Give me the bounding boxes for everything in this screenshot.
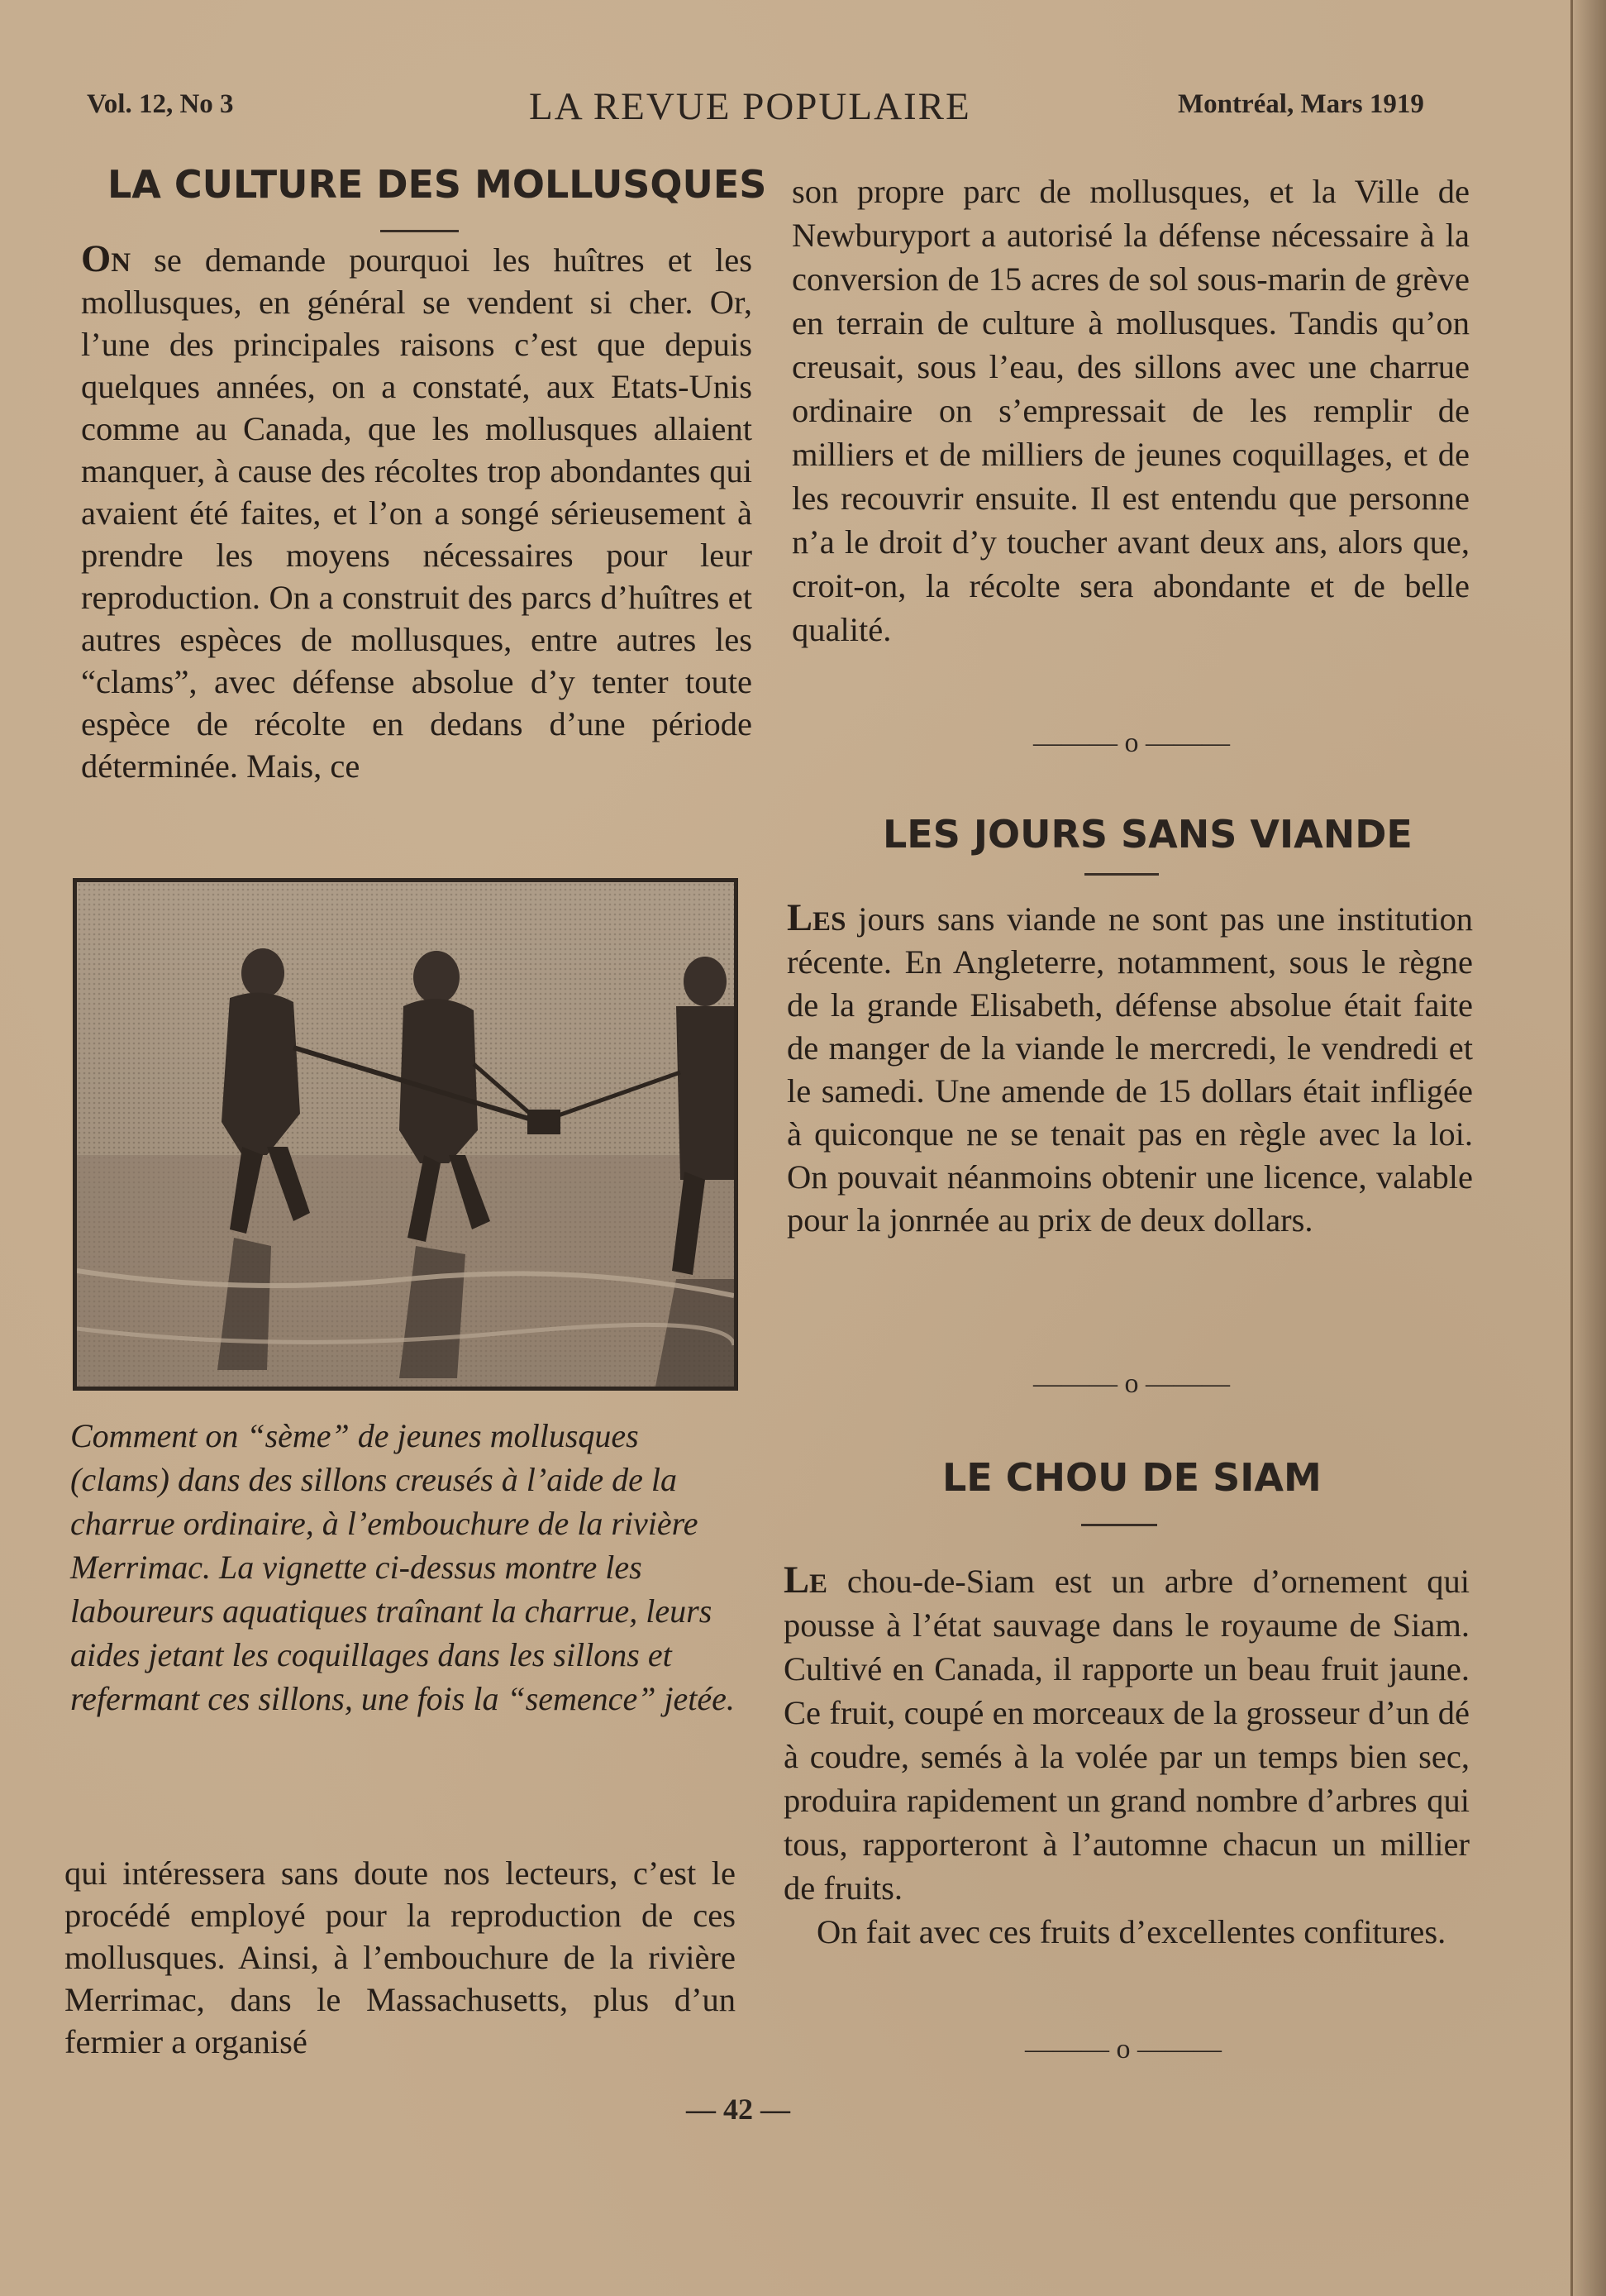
headline-rule <box>380 230 459 232</box>
dropcap: Les <box>787 897 846 939</box>
illustration-caption: Comment on “sème” de jeunes mollusques (clams) dans des sillons creusés à l’aide de la charrue ordinaire, à l’embouchure de la rivière Merrimac. La vignette ci-dessus montre les laboureurs aquatiques traînant la charrue, leurs aides jetant les coquillages dans les sillons et refermant ces sillons, une fois la “semence” jetée. <box>70 1417 735 1717</box>
issue-place-date: Montréal, Mars 1919 <box>1178 89 1424 119</box>
page-number: — 42 — <box>686 2093 790 2126</box>
illustration-clam-plowing <box>73 878 738 1391</box>
article-text: chou-de-Siam est un arbre d’ornement qui pousse à l’état sauvage dans le royaume de Siam. Cultivé en Canada, il rapporte un beau fruit jaune. Ce fruit, coupé en morceaux de la grosseur d’un dé à coudre, semés à la volée par un temps bien sec, produira rapidement un grand nombre d’arbres qui tous, rapporteront à l’automne chacun un millier de fruits. <box>784 1563 1470 1907</box>
article-body-jours-sans-viande <box>787 897 1473 1242</box>
article-body-mollusques-cont <box>64 1852 736 2063</box>
article-headline-jours-sans-viande: LES JOURS SANS VIANDE <box>883 812 1413 857</box>
headline-rule <box>1081 1524 1157 1526</box>
headline-rule <box>1084 873 1159 876</box>
halftone-photo <box>77 882 734 1387</box>
article-body-mollusques-col2 <box>792 169 1470 652</box>
article-body-chou-de-siam <box>784 1559 1470 1954</box>
article-headline-chou-de-siam: LE CHOU DE SIAM <box>942 1455 1322 1500</box>
article-headline-mollusques: LA CULTURE DES MOLLUSQUES <box>107 162 767 207</box>
dropcap: On <box>81 238 131 280</box>
article-text-2: On fait avec ces fruits d’excellentes confitures. <box>817 1913 1446 1950</box>
article-text-cont: qui intéressera sans doute nos lecteurs, c’est le procédé employé pour la reproduction de ces mollusques. Ainsi, à l’embouchure de la rivière Merrimac, dans le Massachusetts, plus d’un fermier a organisé <box>64 1854 736 2060</box>
article-text-col2: son propre parc de mollusques, et la Ville de Newburyport a autorisé la défense nécessaire à la conversion de 15 acres de sol sous-marin de grève en terrain de culture à mollusques. Tandis qu’on creusait, sous l’eau, des sillons avec une charrue ordinaire on s’empressait de les remplir de milliers et de milliers de jeunes coquillages, et de les recouvrir ensuite. Il est entendu que personne n’a le droit d’y toucher avant deux ans, alors que, croit-on, la récolte sera abondante et de belle qualité. <box>792 173 1470 648</box>
issue-volume: Vol. 12, No 3 <box>87 89 234 119</box>
article-text: se demande pourquoi les huîtres et les mollusques, en général se vendent si cher. Or, l’une des principales raisons c’est que depuis quelques années, on a constaté, aux Etats-Unis comme au Canada, que les mollusques allaient manquer, à cause des récoltes trop abondantes qui avaient été faites, et l’on a songé sérieusement à prendre les moyens nécessaires pour leur reproduction. On a construit des parcs d’huîtres et autres espèces de mollusques, entre autres les “clams”, avec défense absolue d’y tenter toute espèce de récolte en dedans d’une période déterminée. Mais, ce <box>81 241 753 785</box>
binding-edge <box>1570 0 1606 2296</box>
article-text: jours sans viande ne sont pas une institution récente. En Angleterre, notamment, sous le règne de la grande Elisabeth, défense absolue était faite de manger de la viande le mercredi, le vendredi et le samedi. Une amende de 15 dollars était infligée à quiconque ne se tenait pas en règle avec la loi. On pouvait néanmoins obtenir une licence, valable pour la jonrnée au prix de deux dollars. <box>787 900 1474 1239</box>
article-body-mollusques <box>81 238 752 787</box>
section-separator: ——— o ——— <box>1033 728 1230 758</box>
dropcap: Le <box>784 1559 828 1601</box>
section-separator: ——— o ——— <box>1033 1368 1230 1399</box>
magazine-title: LA REVUE POPULAIRE <box>529 85 971 128</box>
section-separator: ——— o ——— <box>1025 2034 1222 2064</box>
